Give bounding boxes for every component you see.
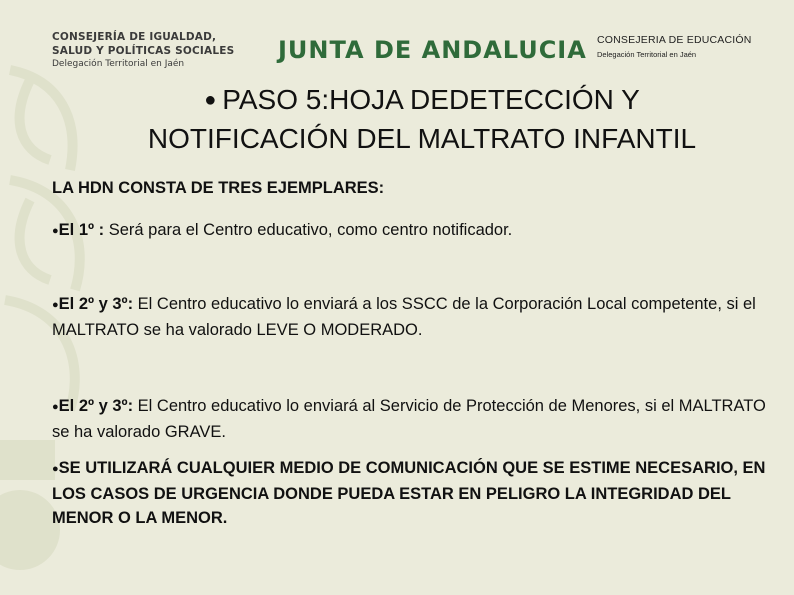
bullet-marker: ● (52, 463, 59, 475)
title-line2: NOTIFICACIÓN DEL MALTRATO INFANTIL (147, 123, 697, 154)
list-item (52, 292, 772, 342)
header-left-line3: Delegación Territorial en Jaén (52, 59, 185, 69)
consejeria-educacion-header (597, 34, 752, 59)
header-right-line2: Delegación Territorial en Jaén (597, 50, 697, 59)
list-item (52, 394, 772, 444)
bullet-lead: El 2º y 3º: (58, 295, 134, 313)
list-item-urgent (52, 456, 772, 530)
consejeria-igualdad-header (52, 30, 252, 71)
bullet-marker: ● (52, 225, 59, 237)
bullet-marker: ● (52, 299, 59, 311)
header-left-line2: SALUD Y POLÍTICAS SOCIALES (52, 45, 235, 57)
bullet-text: El Centro educativo lo enviará al Servicio de Protección de Menores, si el MALTRATO se ha valorado GRAVE. (52, 397, 766, 441)
bullet-lead: El 2º y 3º: (58, 397, 134, 415)
page-title (60, 82, 784, 157)
bullet-text: Será para el Centro educativo, como centro notificador. (104, 221, 513, 239)
bullet-text: El Centro educativo lo enviará a los SSCC de la Corporación Local competente, si el MALTRATO se ha valorado LEVE O MODERADO. (52, 295, 756, 339)
section-subtitle: LA HDN CONSTA DE TRES EJEMPLARES: (52, 179, 385, 197)
bullet-text: SE UTILIZARÁ CUALQUIER MEDIO DE COMUNICACIÓN QUE SE ESTIME NECESARIO, EN LOS CASOS DE URGENCIA DONDE PUEDA ESTAR EN PELIGRO LA INTEGRIDAD DEL MENOR O LA MENOR. (52, 459, 766, 527)
bullet-marker: ● (52, 401, 59, 413)
junta-de-andalucia-logo: JUNTA DE ANDALUCIA (278, 36, 587, 64)
list-item (52, 218, 772, 244)
title-bullet: ● (204, 89, 217, 111)
bullet-lead: El 1º : (58, 221, 105, 239)
header-right-line1: CONSEJERIA DE EDUCACIÓN (597, 34, 752, 46)
title-line1: PASO 5:HOJA DEDETECCIÓN Y (222, 84, 640, 115)
header-left-line1: CONSEJERÍA DE IGUALDAD, (52, 31, 217, 43)
